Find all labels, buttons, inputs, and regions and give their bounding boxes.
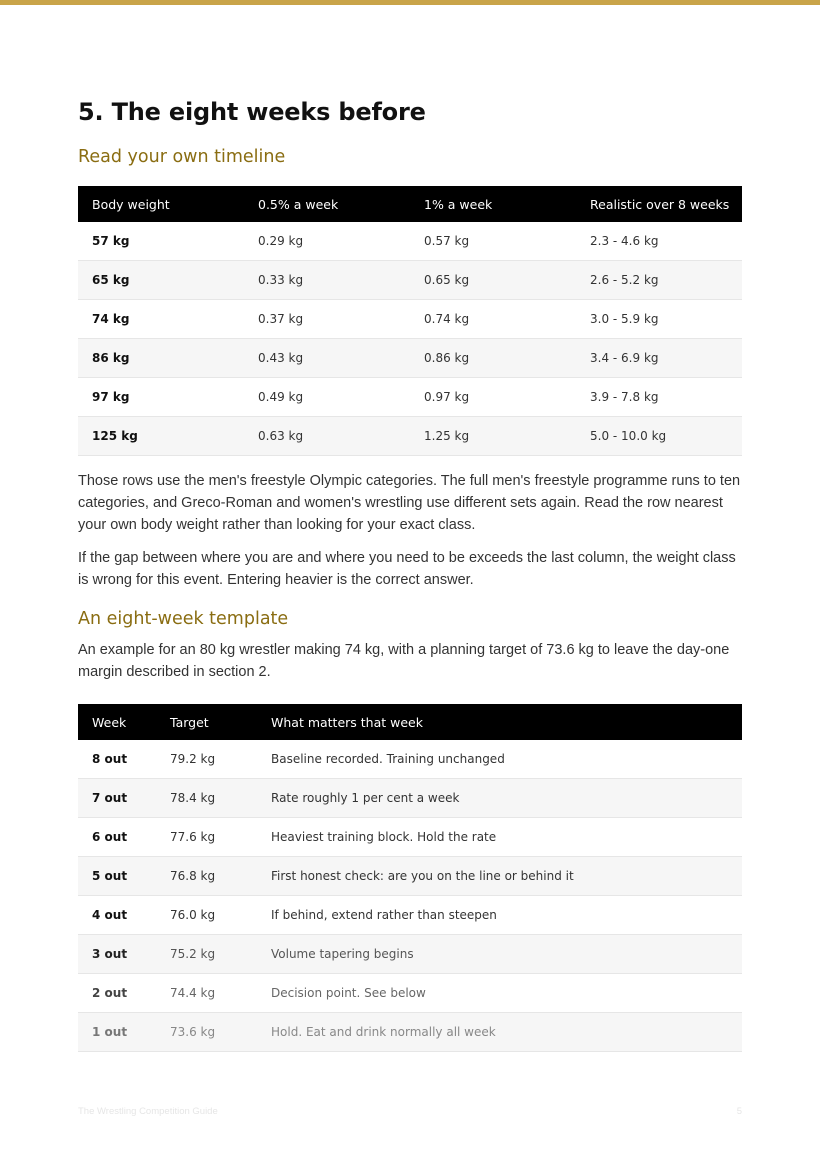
table-cell: 0.43 kg bbox=[244, 339, 410, 378]
table-cell: 76.8 kg bbox=[156, 857, 257, 896]
table-cell: 5 out bbox=[78, 857, 156, 896]
table-cell: 2.6 - 5.2 kg bbox=[576, 261, 742, 300]
table-cell: 2 out bbox=[78, 974, 156, 1013]
table-row bbox=[78, 896, 742, 935]
section-heading-template: An eight-week template bbox=[78, 609, 289, 629]
table-cell: Hold. Eat and drink normally all week bbox=[257, 1013, 742, 1052]
table-cell: 97 kg bbox=[78, 378, 244, 417]
table-cell: 0.33 kg bbox=[244, 261, 410, 300]
table-header-row bbox=[78, 704, 742, 740]
table-cell: 0.86 kg bbox=[410, 339, 576, 378]
table-row bbox=[78, 1013, 742, 1052]
table-cell: 65 kg bbox=[78, 261, 244, 300]
table-cell: 0.49 kg bbox=[244, 378, 410, 417]
table-row bbox=[78, 300, 742, 339]
section-heading-timeline: Read your own timeline bbox=[78, 147, 286, 167]
table-cell: 75.2 kg bbox=[156, 935, 257, 974]
table-row bbox=[78, 378, 742, 417]
table-cell: 0.57 kg bbox=[410, 222, 576, 261]
table-cell: 0.37 kg bbox=[244, 300, 410, 339]
table-cell: Rate roughly 1 per cent a week bbox=[257, 779, 742, 818]
table-cell: 76.0 kg bbox=[156, 896, 257, 935]
table-cell: 73.6 kg bbox=[156, 1013, 257, 1052]
table-cell: Decision point. See below bbox=[257, 974, 742, 1013]
body-paragraph: An example for an 80 kg wrestler making 74 kg, with a planning target of 73.6 kg to leave the day-one margin described in section 2. bbox=[78, 642, 730, 680]
table-cell: 0.65 kg bbox=[410, 261, 576, 300]
table-cell: 0.29 kg bbox=[244, 222, 410, 261]
column-header: Week bbox=[78, 704, 156, 740]
column-header: 1% a week bbox=[410, 186, 576, 222]
table-row bbox=[78, 779, 742, 818]
table-cell: 5.0 - 10.0 kg bbox=[576, 417, 742, 456]
column-header: Realistic over 8 weeks bbox=[576, 186, 742, 222]
timeline-table bbox=[78, 186, 742, 456]
table-cell: 77.6 kg bbox=[156, 818, 257, 857]
table-cell: 0.97 kg bbox=[410, 378, 576, 417]
top-accent-rule bbox=[0, 0, 820, 5]
table-cell: 8 out bbox=[78, 740, 156, 779]
table-cell: 74.4 kg bbox=[156, 974, 257, 1013]
page-title: 5. The eight weeks before bbox=[78, 98, 426, 126]
table-cell: 125 kg bbox=[78, 417, 244, 456]
table-cell: 57 kg bbox=[78, 222, 244, 261]
table-cell: Baseline recorded. Training unchanged bbox=[257, 740, 742, 779]
table-cell: 3.9 - 7.8 kg bbox=[576, 378, 742, 417]
table-row bbox=[78, 339, 742, 378]
table-cell: 3 out bbox=[78, 935, 156, 974]
table-cell: 3.4 - 6.9 kg bbox=[576, 339, 742, 378]
template-table bbox=[78, 704, 742, 1052]
body-paragraph: If the gap between where you are and where you need to be exceeds the last column, the weight class is wrong for this event. Entering heavier is the correct answer. bbox=[78, 550, 736, 588]
table-header-row bbox=[78, 186, 742, 222]
table-cell: 78.4 kg bbox=[156, 779, 257, 818]
table-row bbox=[78, 261, 742, 300]
table-cell: 86 kg bbox=[78, 339, 244, 378]
table-cell: 7 out bbox=[78, 779, 156, 818]
table-row bbox=[78, 222, 742, 261]
table-cell: 79.2 kg bbox=[156, 740, 257, 779]
table-cell: Volume tapering begins bbox=[257, 935, 742, 974]
table-cell: 1 out bbox=[78, 1013, 156, 1052]
column-header: Body weight bbox=[78, 186, 244, 222]
table-row bbox=[78, 974, 742, 1013]
table-cell: Heaviest training block. Hold the rate bbox=[257, 818, 742, 857]
table-cell: 1.25 kg bbox=[410, 417, 576, 456]
table-cell: 2.3 - 4.6 kg bbox=[576, 222, 742, 261]
table-cell: 74 kg bbox=[78, 300, 244, 339]
table-row bbox=[78, 935, 742, 974]
page-number: 5 bbox=[736, 1106, 742, 1117]
table-cell: 0.74 kg bbox=[410, 300, 576, 339]
table-row bbox=[78, 857, 742, 896]
table-cell: 3.0 - 5.9 kg bbox=[576, 300, 742, 339]
table-row bbox=[78, 818, 742, 857]
column-header: Target bbox=[156, 704, 257, 740]
table-cell: First honest check: are you on the line or behind it bbox=[257, 857, 742, 896]
table-row bbox=[78, 740, 742, 779]
column-header: 0.5% a week bbox=[244, 186, 410, 222]
table-row bbox=[78, 417, 742, 456]
table-cell: 6 out bbox=[78, 818, 156, 857]
table-cell: If behind, extend rather than steepen bbox=[257, 896, 742, 935]
body-paragraph: Those rows use the men's freestyle Olympic categories. The full men's freestyle programme runs to ten categories, and Greco-Roman and women's wrestling use different sets again. Read the row nearest your own body weight rather than looking for your exact class. bbox=[78, 473, 741, 533]
footer-title: The Wrestling Competition Guide bbox=[78, 1106, 218, 1117]
table-cell: 0.63 kg bbox=[244, 417, 410, 456]
column-header: What matters that week bbox=[257, 704, 742, 740]
table-cell: 4 out bbox=[78, 896, 156, 935]
